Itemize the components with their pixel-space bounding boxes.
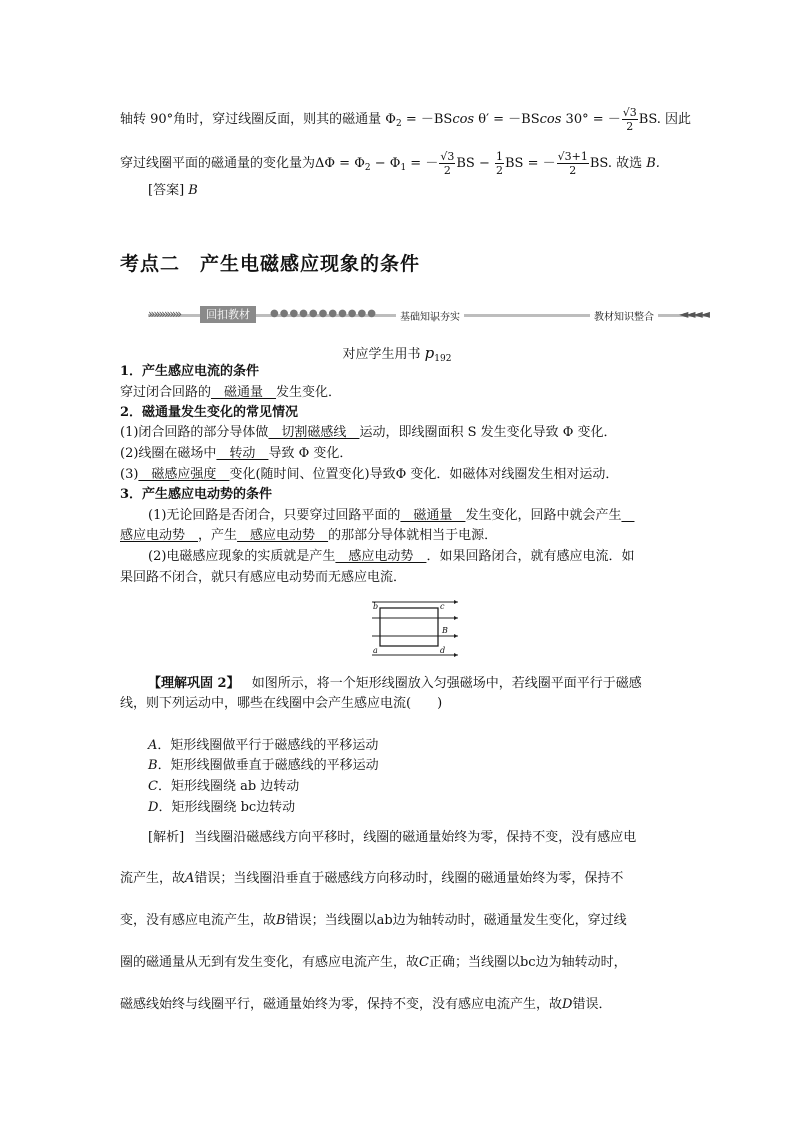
fraction <box>557 150 589 177</box>
text: B <box>276 913 286 928</box>
fill-blank: 转动 <box>216 446 269 461</box>
text: A <box>185 871 195 886</box>
text: D <box>562 997 573 1012</box>
subscript: 2 <box>364 163 371 173</box>
section-heading: 考点二 产生电磁感应现象的条件 <box>120 253 421 275</box>
point-3-item-1-cont <box>120 527 497 545</box>
arrow-icon <box>454 653 458 657</box>
book-reference <box>0 343 794 364</box>
fill-blank: 感应电动势 <box>335 549 427 564</box>
option-letter: C <box>148 779 158 794</box>
answer-label: [答案] <box>148 183 185 198</box>
text: ，产生 <box>198 528 238 543</box>
subscript: 1 <box>400 163 407 173</box>
dots-icon: ●●●●●●●●●●● <box>270 308 377 319</box>
text: 错误；当线圈沿垂直于磁感线方向移动时，线圈的磁通量始终为零，保持不 <box>194 871 624 886</box>
analysis-label: [解析] <box>148 830 185 845</box>
option-letter: A <box>148 738 158 753</box>
text: 错误． <box>572 997 612 1012</box>
text: 磁感线始终与线圈平行，磁通量始终为零，保持不变，没有感应电流产生，故 <box>120 997 563 1012</box>
solution-line-1 <box>120 106 691 133</box>
notch-icon <box>430 317 438 322</box>
denominator: 2 <box>626 120 634 133</box>
arrow-icon <box>454 634 458 638</box>
text: 运动，即线圈面积 S 发生变化导致 Φ 变化． <box>359 425 617 440</box>
text: 正确；当线圈以 <box>428 955 520 970</box>
option-letter: B <box>148 758 158 773</box>
option-text: ．矩形线圈做垂直于磁感线的平移运动 <box>157 758 379 773</box>
text: 穿过线圈平面的磁通量的变化量为ΔΦ = Φ <box>120 156 365 171</box>
label-b: b <box>373 602 379 611</box>
text: = －BS <box>401 112 453 127</box>
option-b <box>148 757 379 775</box>
text: (2)线圈在磁场中 <box>120 446 217 461</box>
text: − Φ <box>370 156 401 171</box>
analysis-line-5 <box>120 996 611 1014</box>
numerator: √3+1 <box>557 150 588 163</box>
text: (2)电磁感应现象的实质就是产生 <box>148 549 336 564</box>
numerator: 1 <box>495 150 503 163</box>
option-text: ．矩形线圈绕 ab 边转动 <box>157 779 300 794</box>
text: BS. 因此 <box>638 112 692 127</box>
text: cos <box>539 112 562 127</box>
option-text: ．矩形线圈做平行于磁感线的平移运动 <box>157 738 379 753</box>
point-1-title: 1．产生感应电流的条件 <box>120 364 260 379</box>
fill-blank <box>185 528 198 543</box>
numerator: √3 <box>622 106 637 119</box>
section-banner <box>148 307 708 323</box>
text: BS. 故选 <box>589 156 643 171</box>
point-2-title: 2．磁通量发生变化的常见情况 <box>120 405 299 420</box>
subscript: 2 <box>395 119 402 129</box>
text: 错误；当线圈以 <box>285 913 377 928</box>
text: 当线圈沿磁感线方向平移时，线圈的磁通量始终为零，保持不变，没有感应电 <box>194 830 637 845</box>
fill-blank <box>621 508 634 523</box>
fraction <box>495 150 504 177</box>
answer-line <box>148 182 198 200</box>
point-3-item-2-cont: 果回路不闭合，就只有感应电动势而无感应电流． <box>120 570 407 585</box>
fill-blank: 磁通量 <box>211 385 277 400</box>
answer-value: B <box>184 183 198 198</box>
text: 变化(随时间、位置变化)导致Φ 变化．如磁体对线圈发生相对运动． <box>229 467 619 482</box>
text: θ′ = －BS <box>474 112 540 127</box>
point-2-item-3 <box>120 466 618 484</box>
text: 导致 Φ 变化． <box>268 446 353 461</box>
banner-tag: 回扣教材 <box>200 306 256 323</box>
denominator: 2 <box>443 164 451 177</box>
text: (3) <box>120 467 139 482</box>
analysis-line-4 <box>120 954 627 972</box>
coil-in-field-figure <box>370 598 460 660</box>
text: 的那部分导体就相当于电源． <box>328 528 498 543</box>
text: (1)无论回路是否闭合，只要穿过回路平面的 <box>148 508 401 523</box>
text: 对应学生用书 <box>342 347 425 362</box>
text: BS = － <box>504 156 556 171</box>
exercise-question-2: 线，则下列运动中，哪些在线圈中会产生感应电流( ) <box>120 696 443 711</box>
point-1-text <box>120 384 341 402</box>
exercise-question-1 <box>148 675 642 693</box>
text: 穿过闭合回路的 <box>120 385 212 400</box>
option-d <box>148 799 295 817</box>
text: cos <box>452 112 475 127</box>
fraction <box>622 106 638 133</box>
text: 发生变化． <box>276 385 342 400</box>
text: 圈的磁通量从无到有发生变化，有感应电流产生，故 <box>120 955 420 970</box>
text: BS − <box>456 156 494 171</box>
text: 变，没有感应电流产生，故 <box>120 913 277 928</box>
label-B: B <box>442 626 448 635</box>
option-c <box>148 778 299 796</box>
analysis-line-3 <box>120 912 627 930</box>
text: 如图所示，将一个矩形线圈放入匀强磁场中，若线圈平面平行于磁感 <box>251 676 642 691</box>
text: 边为轴转动时， <box>535 955 627 970</box>
text: p <box>424 344 435 362</box>
exercise-label: 【理解巩固 2】 <box>148 676 240 691</box>
banner-right-label: 教材知识整合 <box>590 308 658 323</box>
fill-blank: 感应电动势 <box>120 528 186 543</box>
denominator: 2 <box>495 164 503 177</box>
numerator: √3 <box>440 150 455 163</box>
text: (1)闭合回路的部分导体做 <box>120 425 269 440</box>
text: 发生变化，回路中就会产生 <box>465 508 622 523</box>
text: C <box>419 955 429 970</box>
fraction <box>439 150 455 177</box>
text: 轴转 90°角时，穿过线圈反面，则其的磁通量 Φ <box>120 112 396 127</box>
point-3-item-2 <box>148 548 634 566</box>
analysis-line-1 <box>148 829 636 847</box>
subscript: 192 <box>434 354 452 364</box>
text: = － <box>406 156 439 171</box>
denominator: 2 <box>569 164 577 177</box>
arrow-icon <box>454 616 458 620</box>
analysis-line-2 <box>120 870 623 888</box>
label-c: c <box>440 602 445 611</box>
fill-blank: 磁通量 <box>400 508 466 523</box>
fill-blank: 感应电动势 <box>237 528 329 543</box>
solution-line-2 <box>120 150 660 177</box>
text: B. <box>642 156 660 171</box>
banner-mid-label: 基础知识夯实 <box>396 308 464 323</box>
text: 30° = － <box>561 112 621 127</box>
option-a <box>148 737 378 755</box>
point-2-item-2 <box>120 445 352 463</box>
rectangular-coil <box>380 608 438 646</box>
fill-blank: 磁感应强度 <box>138 467 230 482</box>
option-letter: D <box>148 800 159 815</box>
option-text: ．矩形线圈绕 bc边转动 <box>158 800 296 815</box>
text: ．如果回路闭合，就有感应电流．如 <box>426 549 635 564</box>
arrows-right-icon: ◄◄◄◄ <box>679 307 708 321</box>
label-d: d <box>440 646 446 655</box>
text: 边为轴转动时，磁通量发生变化，穿过线 <box>392 913 627 928</box>
arrows-left-icon: »»»»»» <box>148 307 181 321</box>
text: bc <box>519 955 536 970</box>
point-3-item-1 <box>148 507 634 525</box>
label-a: a <box>373 646 378 655</box>
text: 流产生，故 <box>120 871 186 886</box>
fill-blank: 切割磁感线 <box>268 425 360 440</box>
point-3-title: 3．产生感应电动势的条件 <box>120 487 273 502</box>
text: ab <box>376 913 393 928</box>
point-2-item-1 <box>120 424 617 442</box>
arrow-icon <box>454 600 458 604</box>
